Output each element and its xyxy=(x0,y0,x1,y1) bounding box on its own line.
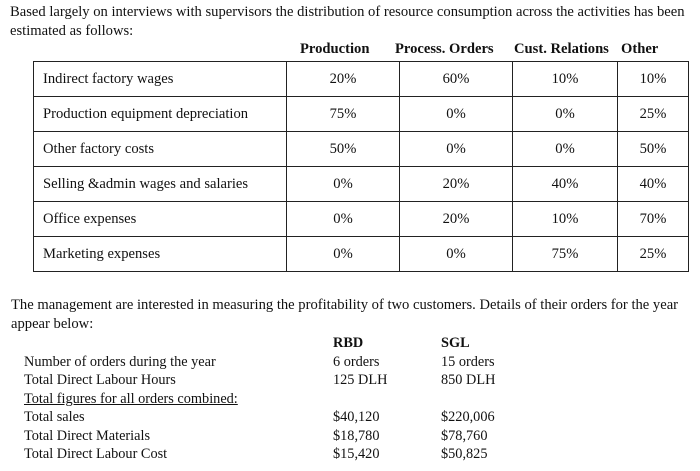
header-cust-relations: Cust. Relations xyxy=(514,41,609,57)
customer-value: 15 orders xyxy=(441,354,495,370)
header-process-orders: Process. Orders xyxy=(395,41,494,57)
cell-value: 50% xyxy=(618,132,689,167)
cell-value: 0% xyxy=(400,237,513,272)
allocation-table xyxy=(33,61,689,272)
customer-value: 125 DLH xyxy=(333,372,388,388)
cell-value: 75% xyxy=(287,97,400,132)
customer-value: $40,120 xyxy=(333,409,380,425)
customer-value: $50,825 xyxy=(441,446,488,462)
row-label: Marketing expenses xyxy=(34,237,287,272)
customer-row-label: Total sales xyxy=(24,409,85,425)
cell-value: 0% xyxy=(287,237,400,272)
table-row xyxy=(34,97,689,132)
cell-value: 75% xyxy=(513,237,618,272)
header-other: Other xyxy=(621,41,659,57)
table-row xyxy=(34,132,689,167)
customer-row-label: Total Direct Labour Hours xyxy=(24,372,176,388)
cell-value: 0% xyxy=(513,132,618,167)
cell-value: 10% xyxy=(513,202,618,237)
customer-value: 6 orders xyxy=(333,354,380,370)
cell-value: 40% xyxy=(618,167,689,202)
customer-value: $220,006 xyxy=(441,409,495,425)
cell-value: 0% xyxy=(400,97,513,132)
customer-value: $18,780 xyxy=(333,428,380,444)
customer-value: $15,420 xyxy=(333,446,380,462)
customer-value: 850 DLH xyxy=(441,372,496,388)
customer-row-label: Total Direct Labour Cost xyxy=(24,446,168,462)
row-label: Production equipment depreciation xyxy=(34,97,287,132)
row-label: Office expenses xyxy=(34,202,287,237)
cell-value: 40% xyxy=(513,167,618,202)
cell-value: 25% xyxy=(618,237,689,272)
table-row xyxy=(34,237,689,272)
customer-intro-text: The management are interested in measuring the profitability of two customers. Details of their orders for the year appear below: xyxy=(11,297,679,332)
intro-text: Based largely on interviews with supervisors the distribution of resource consumption across the activities has been estimated as follows: xyxy=(10,4,685,39)
customer-value: $78,760 xyxy=(441,428,488,444)
table-row xyxy=(34,167,689,202)
cell-value: 50% xyxy=(287,132,400,167)
customer-row-label: Total Direct Materials xyxy=(24,428,151,444)
customer-header-rbd: RBD xyxy=(333,335,364,351)
cell-value: 0% xyxy=(513,97,618,132)
cell-value: 20% xyxy=(400,202,513,237)
cell-value: 70% xyxy=(618,202,689,237)
cell-value: 60% xyxy=(400,62,513,97)
row-label: Selling &admin wages and salaries xyxy=(34,167,287,202)
row-label: Other factory costs xyxy=(34,132,287,167)
customer-header-sgl: SGL xyxy=(441,335,470,351)
cell-value: 0% xyxy=(287,202,400,237)
combined-figures-heading: Total figures for all orders combined: xyxy=(24,391,238,407)
cell-value: 20% xyxy=(400,167,513,202)
cell-value: 0% xyxy=(287,167,400,202)
customer-row-label: Number of orders during the year xyxy=(24,354,216,370)
cell-value: 0% xyxy=(400,132,513,167)
table-row xyxy=(34,202,689,237)
table-row xyxy=(34,62,689,97)
cell-value: 20% xyxy=(287,62,400,97)
cell-value: 25% xyxy=(618,97,689,132)
cell-value: 10% xyxy=(513,62,618,97)
header-production: Production xyxy=(300,41,370,57)
row-label: Indirect factory wages xyxy=(34,62,287,97)
cell-value: 10% xyxy=(618,62,689,97)
